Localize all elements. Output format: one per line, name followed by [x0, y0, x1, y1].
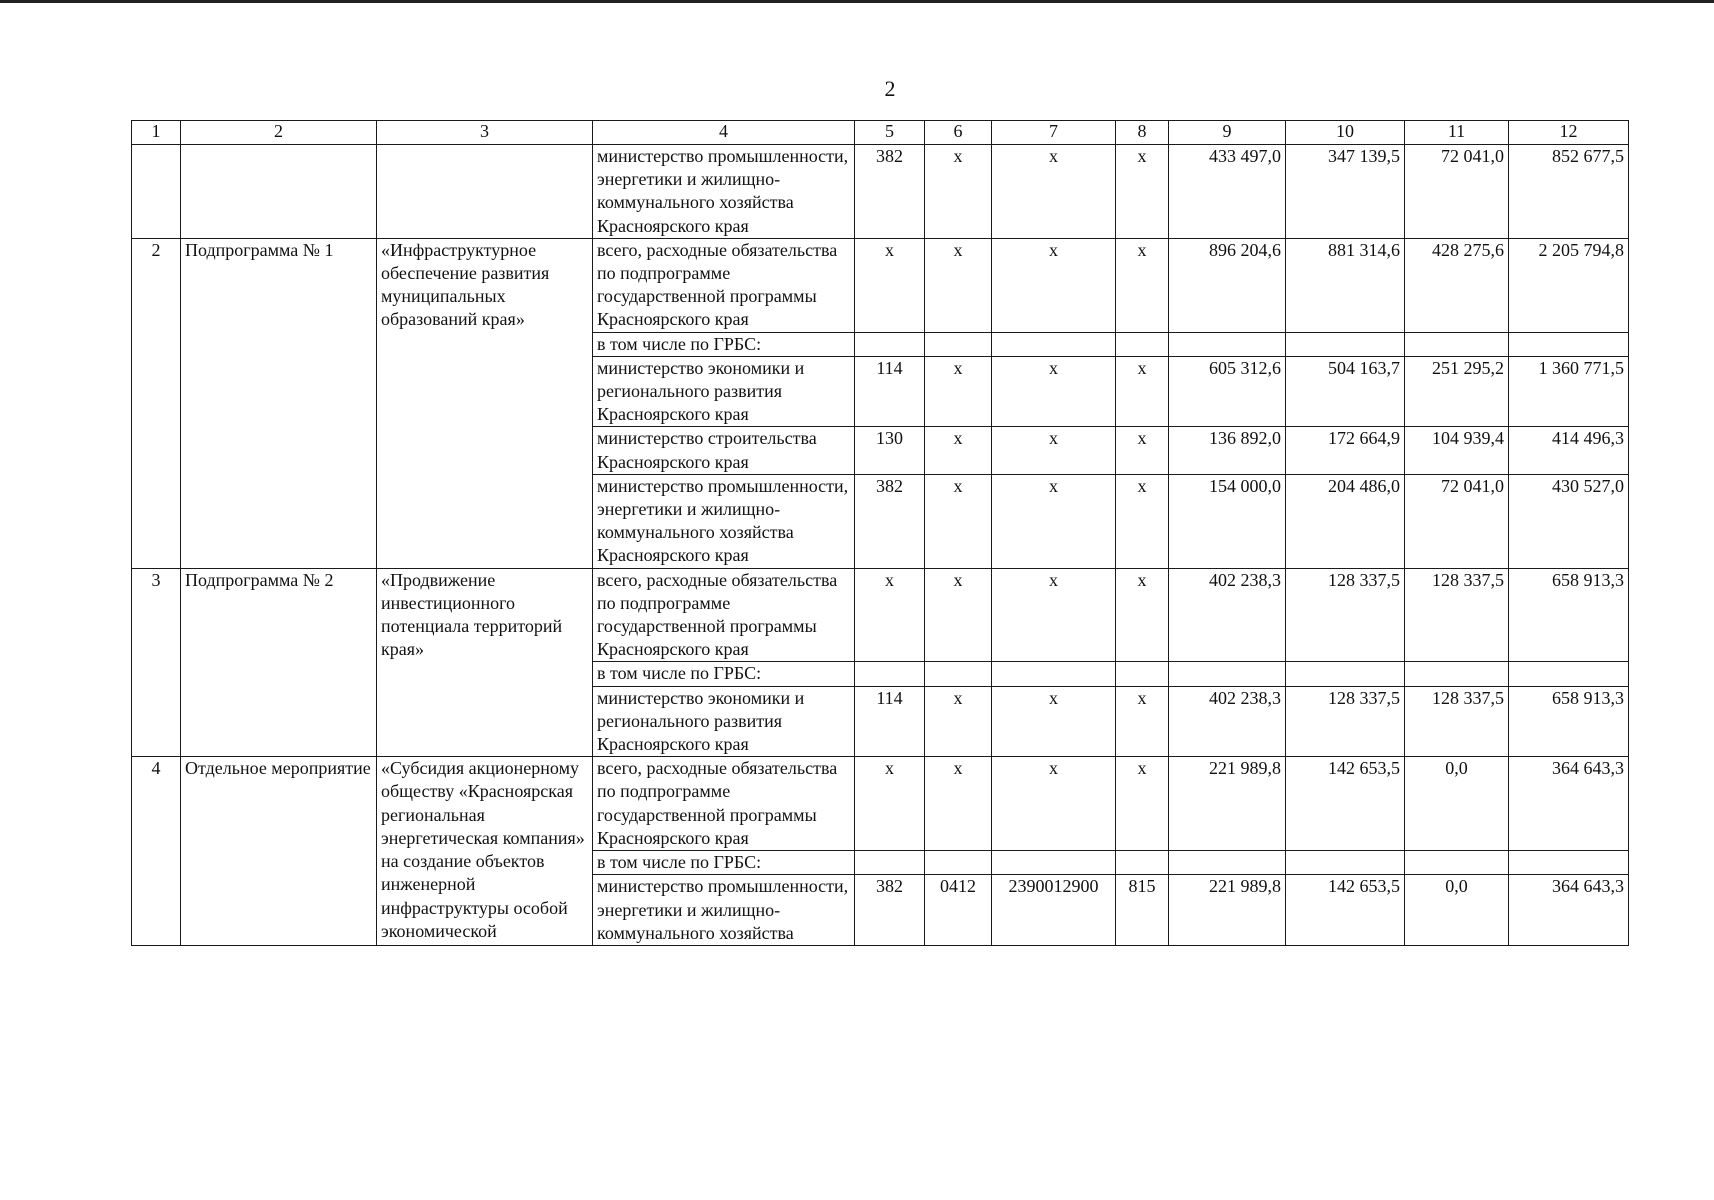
amount-year-3: 251 295,2 — [1405, 356, 1509, 427]
csr-code: х — [992, 568, 1116, 662]
amount-year-2 — [1286, 851, 1405, 875]
row-number: 4 — [132, 757, 181, 946]
column-header: 2 — [181, 121, 377, 145]
vr-code: х — [1116, 145, 1169, 239]
amount-total: 658 913,3 — [1509, 686, 1629, 757]
vr-code: х — [1116, 238, 1169, 332]
column-header: 10 — [1286, 121, 1405, 145]
table-row — [132, 568, 1629, 662]
grbs-code: 382 — [855, 145, 925, 239]
column-header: 8 — [1116, 121, 1169, 145]
column-header: 12 — [1509, 121, 1629, 145]
grbs-code — [855, 332, 925, 356]
rzpr-code — [925, 662, 992, 686]
column-header: 7 — [992, 121, 1116, 145]
amount-year-2: 204 486,0 — [1286, 474, 1405, 568]
amount-year-1 — [1169, 662, 1286, 686]
csr-code: х — [992, 145, 1116, 239]
csr-code — [992, 332, 1116, 356]
grbs-description: всего, расходные обязательства по подпрограмме государственной программы Красноярского края — [593, 238, 855, 332]
vr-code: 815 — [1116, 875, 1169, 946]
amount-year-3: 72 041,0 — [1405, 474, 1509, 568]
budget-table — [131, 120, 1629, 946]
amount-total: 414 496,3 — [1509, 427, 1629, 474]
rzpr-code: х — [925, 568, 992, 662]
amount-total — [1509, 662, 1629, 686]
csr-code: х — [992, 474, 1116, 568]
amount-year-1: 221 989,8 — [1169, 757, 1286, 851]
row-number: 2 — [132, 238, 181, 568]
amount-total: 658 913,3 — [1509, 568, 1629, 662]
amount-total: 1 360 771,5 — [1509, 356, 1629, 427]
vr-code — [1116, 332, 1169, 356]
amount-total: 2 205 794,8 — [1509, 238, 1629, 332]
amount-total: 364 643,3 — [1509, 875, 1629, 946]
amount-year-2: 172 664,9 — [1286, 427, 1405, 474]
program-name — [377, 145, 593, 239]
amount-year-3 — [1405, 332, 1509, 356]
row-number: 3 — [132, 568, 181, 757]
grbs-code: 114 — [855, 356, 925, 427]
amount-year-2: 347 139,5 — [1286, 145, 1405, 239]
grbs-code: х — [855, 757, 925, 851]
grbs-description: в том числе по ГРБС: — [593, 332, 855, 356]
program-type: Подпрограмма № 2 — [181, 568, 377, 757]
program-type — [181, 145, 377, 239]
vr-code: х — [1116, 686, 1169, 757]
amount-year-3: 128 337,5 — [1405, 686, 1509, 757]
grbs-description: в том числе по ГРБС: — [593, 851, 855, 875]
table-row — [132, 238, 1629, 332]
program-type: Подпрограмма № 1 — [181, 238, 377, 568]
rzpr-code — [925, 851, 992, 875]
amount-year-1: 221 989,8 — [1169, 875, 1286, 946]
grbs-code: 382 — [855, 875, 925, 946]
column-header: 4 — [593, 121, 855, 145]
grbs-code: х — [855, 568, 925, 662]
rzpr-code: х — [925, 757, 992, 851]
vr-code: х — [1116, 757, 1169, 851]
grbs-code — [855, 851, 925, 875]
page-number: 2 — [884, 76, 896, 101]
table-row — [132, 145, 1629, 239]
amount-year-3: 0,0 — [1405, 757, 1509, 851]
rzpr-code: х — [925, 145, 992, 239]
csr-code: х — [992, 686, 1116, 757]
vr-code — [1116, 662, 1169, 686]
column-header: 11 — [1405, 121, 1509, 145]
grbs-description: министерство экономики и регионального развития Красноярского края — [593, 686, 855, 757]
rzpr-code: х — [925, 686, 992, 757]
vr-code: х — [1116, 427, 1169, 474]
amount-total — [1509, 332, 1629, 356]
grbs-code: х — [855, 238, 925, 332]
grbs-code — [855, 662, 925, 686]
grbs-description: министерство строительства Красноярского края — [593, 427, 855, 474]
vr-code: х — [1116, 474, 1169, 568]
row-number — [132, 145, 181, 239]
amount-year-3: 128 337,5 — [1405, 568, 1509, 662]
csr-code: х — [992, 757, 1116, 851]
amount-year-3: 104 939,4 — [1405, 427, 1509, 474]
vr-code — [1116, 851, 1169, 875]
program-name: «Субсидия акционерному обществу «Красноярская региональная энергетическая компания» на создание объектов инженерной инфраструктуры особой экономической — [377, 757, 593, 946]
amount-year-1: 605 312,6 — [1169, 356, 1286, 427]
csr-code: х — [992, 238, 1116, 332]
amount-year-1: 136 892,0 — [1169, 427, 1286, 474]
column-header: 6 — [925, 121, 992, 145]
amount-total — [1509, 851, 1629, 875]
rzpr-code — [925, 332, 992, 356]
csr-code: х — [992, 427, 1116, 474]
amount-year-2: 128 337,5 — [1286, 568, 1405, 662]
amount-year-3: 0,0 — [1405, 875, 1509, 946]
column-header: 5 — [855, 121, 925, 145]
amount-year-2: 142 653,5 — [1286, 757, 1405, 851]
amount-total: 364 643,3 — [1509, 757, 1629, 851]
table-row — [132, 757, 1629, 851]
grbs-description: в том числе по ГРБС: — [593, 662, 855, 686]
table-header-row — [132, 121, 1629, 145]
csr-code — [992, 851, 1116, 875]
amount-year-1: 402 238,3 — [1169, 686, 1286, 757]
amount-year-1: 896 204,6 — [1169, 238, 1286, 332]
amount-year-1 — [1169, 851, 1286, 875]
amount-total: 852 677,5 — [1509, 145, 1629, 239]
amount-year-2: 504 163,7 — [1286, 356, 1405, 427]
csr-code: х — [992, 356, 1116, 427]
amount-year-2 — [1286, 332, 1405, 356]
amount-year-1: 433 497,0 — [1169, 145, 1286, 239]
vr-code: х — [1116, 356, 1169, 427]
rzpr-code: х — [925, 238, 992, 332]
amount-total: 430 527,0 — [1509, 474, 1629, 568]
rzpr-code: х — [925, 474, 992, 568]
column-header: 9 — [1169, 121, 1286, 145]
amount-year-1: 154 000,0 — [1169, 474, 1286, 568]
column-header: 3 — [377, 121, 593, 145]
amount-year-3: 428 275,6 — [1405, 238, 1509, 332]
csr-code: 2390012900 — [992, 875, 1116, 946]
amount-year-2: 142 653,5 — [1286, 875, 1405, 946]
amount-year-3 — [1405, 662, 1509, 686]
grbs-description: министерство промышленности, энергетики и жилищно-коммунального хозяйства Красноярского края — [593, 145, 855, 239]
rzpr-code: 0412 — [925, 875, 992, 946]
amount-year-1 — [1169, 332, 1286, 356]
program-type: Отдельное мероприятие — [181, 757, 377, 946]
grbs-code: 114 — [855, 686, 925, 757]
grbs-code: 130 — [855, 427, 925, 474]
top-border-line — [0, 0, 1714, 3]
grbs-code: 382 — [855, 474, 925, 568]
rzpr-code: х — [925, 356, 992, 427]
grbs-description: всего, расходные обязательства по подпрограмме государственной программы Красноярского края — [593, 568, 855, 662]
vr-code: х — [1116, 568, 1169, 662]
program-name: «Продвижение инвестиционного потенциала территорий края» — [377, 568, 593, 757]
amount-year-3: 72 041,0 — [1405, 145, 1509, 239]
amount-year-3 — [1405, 851, 1509, 875]
program-name: «Инфраструктурное обеспечение развития муниципальных образований края» — [377, 238, 593, 568]
grbs-description: министерство промышленности, энергетики и жилищно-коммунального хозяйства — [593, 875, 855, 946]
grbs-description: министерство промышленности, энергетики и жилищно-коммунального хозяйства Красноярского края — [593, 474, 855, 568]
amount-year-1: 402 238,3 — [1169, 568, 1286, 662]
rzpr-code: х — [925, 427, 992, 474]
csr-code — [992, 662, 1116, 686]
amount-year-2: 128 337,5 — [1286, 686, 1405, 757]
column-header: 1 — [132, 121, 181, 145]
grbs-description: министерство экономики и регионального развития Красноярского края — [593, 356, 855, 427]
grbs-description: всего, расходные обязательства по подпрограмме государственной программы Красноярского края — [593, 757, 855, 851]
amount-year-2 — [1286, 662, 1405, 686]
amount-year-2: 881 314,6 — [1286, 238, 1405, 332]
